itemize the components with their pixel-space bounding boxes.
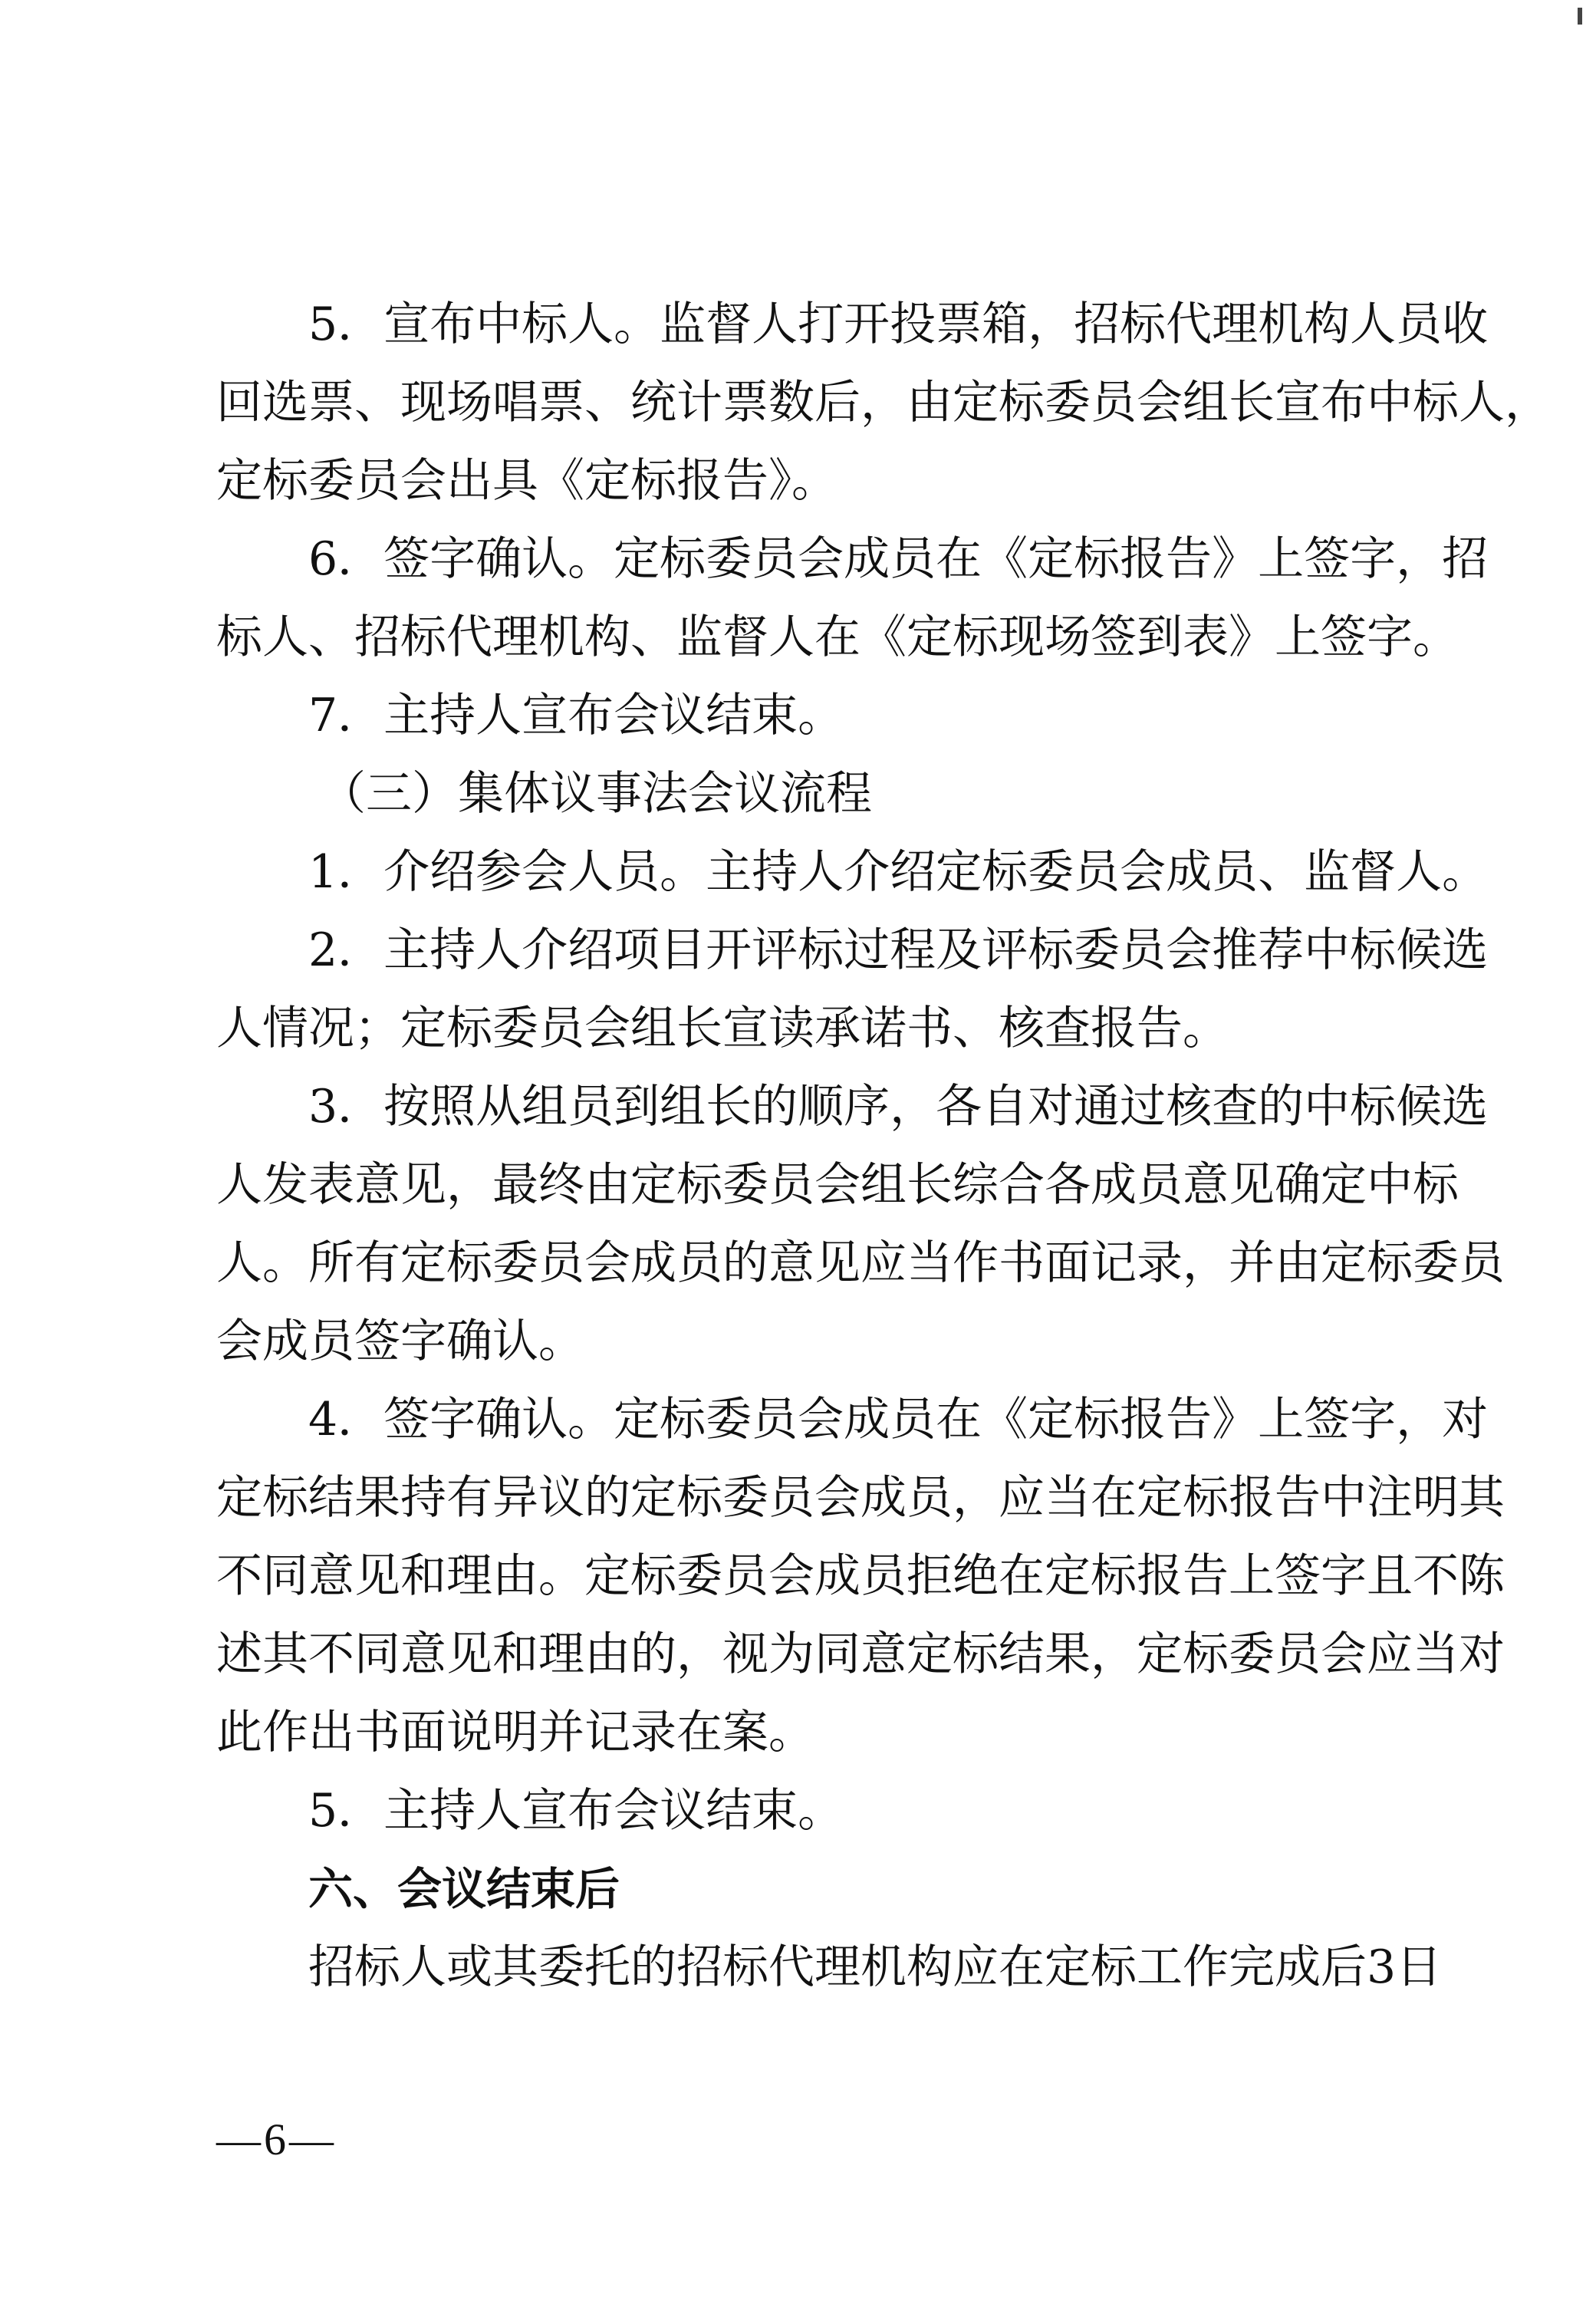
paragraph-line: 回选票、现场唱票、统计票数后，由定标委员会组长宣布中标人， (216, 376, 1551, 429)
paragraph-line: 人情况；定标委员会组长宣读承诺书、核查报告。 (216, 1002, 1229, 1055)
paragraph-line: 会成员签字确认。 (216, 1315, 584, 1368)
page-number: —6— (216, 2114, 337, 2164)
paragraph-line: 定标结果持有异议的定标委员会成员，应当在定标报告中注明其 (216, 1471, 1505, 1525)
paragraph-line: 此作出书面说明并记录在案。 (216, 1706, 814, 1759)
paragraph-line: 4．签字确认。定标委员会成员在《定标报告》上签字，对 (308, 1393, 1489, 1446)
paragraph-line: 5．宣布中标人。监督人打开投票箱，招标代理机构人员收 (308, 298, 1489, 351)
paragraph-line: 招标人或其委托的招标代理机构应在定标工作完成后3日 (308, 1940, 1443, 1994)
paragraph-line: 5．主持人宣布会议结束。 (308, 1784, 844, 1838)
section-heading: 六、会议结束后 (308, 1863, 620, 1915)
paragraph-line: 标人、招标代理机构、监督人在《定标现场签到表》上签字。 (216, 610, 1459, 664)
paragraph-line: 7．主持人宣布会议结束。 (308, 689, 844, 742)
paragraph-line: 3．按照从组员到组长的顺序，各自对通过核查的中标候选 (308, 1080, 1489, 1134)
corner-mark (1578, 8, 1582, 25)
paragraph-line: 人发表意见，最终由定标委员会组长综合各成员意见确定中标 (216, 1158, 1459, 1212)
paragraph-line: 1．介绍参会人员。主持人介绍定标委员会成员、监督人。 (308, 845, 1489, 899)
section-subheading: （三）集体议事法会议流程 (320, 767, 872, 821)
paragraph-line: 人。所有定标委员会成员的意见应当作书面记录，并由定标委员 (216, 1236, 1505, 1290)
paragraph-line: 述其不同意见和理由的，视为同意定标结果，定标委员会应当对 (216, 1627, 1505, 1681)
paragraph-line: 定标委员会出具《定标报告》。 (216, 454, 837, 508)
paragraph-line: 6．签字确认。定标委员会成员在《定标报告》上签字，招 (308, 532, 1489, 586)
paragraph-line: 2．主持人介绍项目开评标过程及评标委员会推荐中标候选 (308, 923, 1489, 977)
paragraph-line: 不同意见和理由。定标委员会成员拒绝在定标报告上签字且不陈 (216, 1549, 1505, 1603)
document-body (216, 285, 1551, 2006)
